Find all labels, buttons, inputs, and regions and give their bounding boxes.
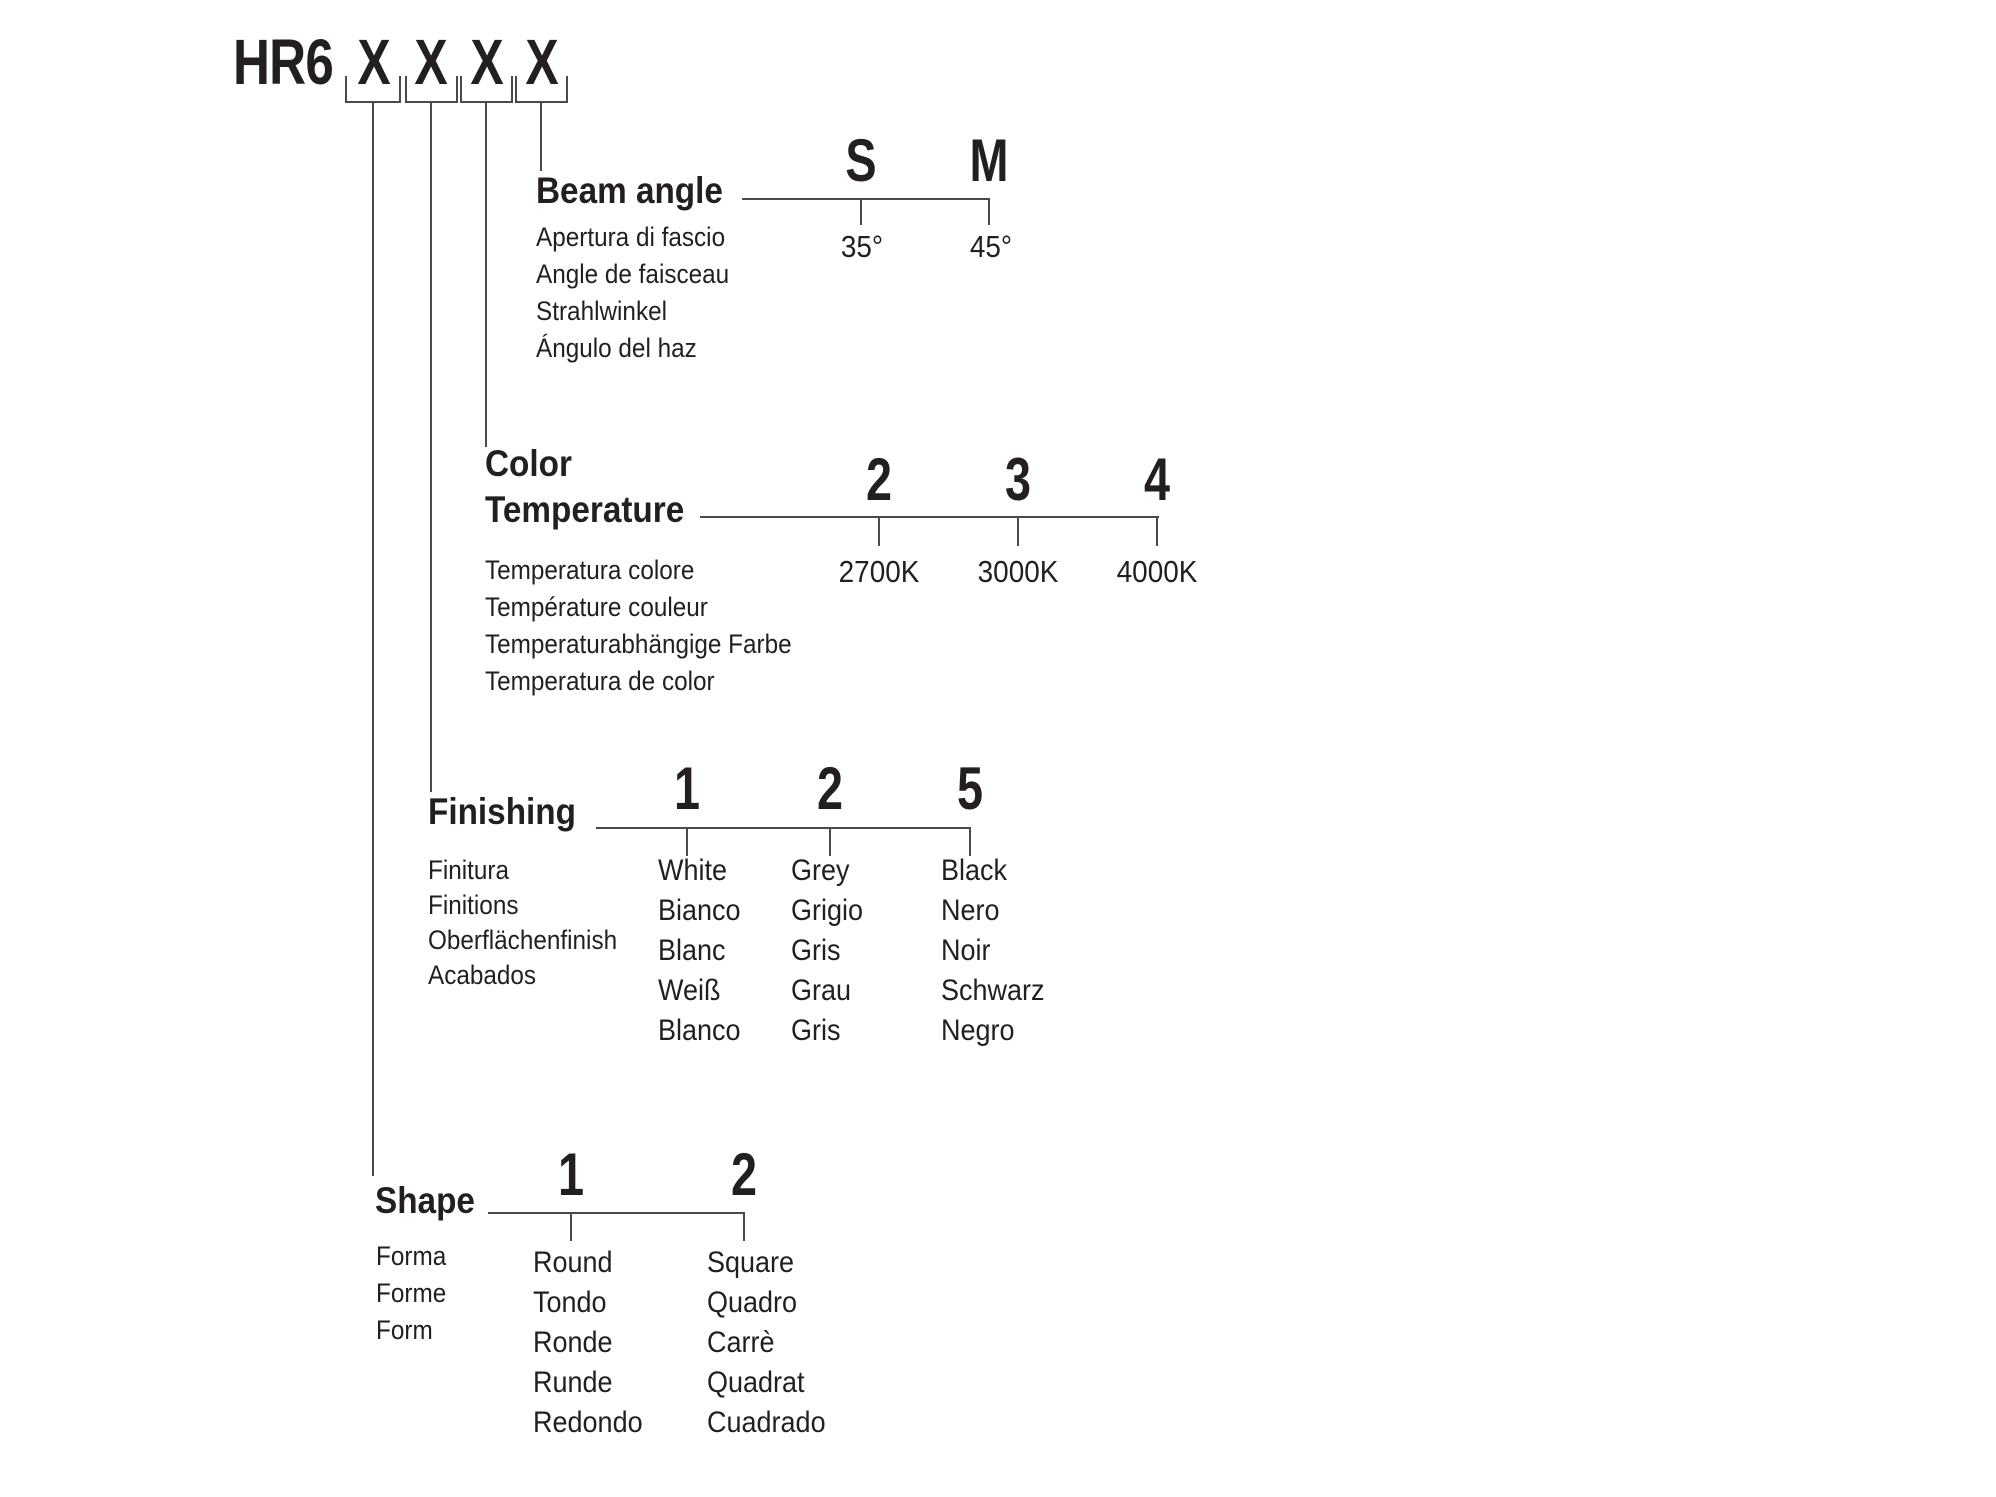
- translation-line: Angle de faisceau: [536, 259, 730, 289]
- color-temperature-tick-4: [1156, 516, 1158, 546]
- option-value-line: Ronde: [533, 1326, 613, 1359]
- translation-line: Temperatura de color: [485, 666, 715, 696]
- translation-line: Température couleur: [485, 592, 708, 622]
- digit-bracket-4: [515, 76, 568, 103]
- color-temperature-code-3: 3: [1004, 446, 1032, 513]
- connector-line-shape: [372, 101, 374, 1176]
- color-temperature-tick-2: [878, 516, 880, 546]
- color-temperature-code-2: 2: [865, 446, 893, 513]
- shape-tick-2: [743, 1212, 745, 1241]
- color-temperature-value-4: 4000K: [1116, 554, 1198, 589]
- digit-bracket-3: [460, 76, 513, 103]
- connector-line-color-temperature: [485, 101, 487, 447]
- finishing-values-white: [658, 851, 741, 1051]
- title-line: Color: [485, 443, 572, 484]
- finishing-code-1: 1: [673, 755, 701, 822]
- option-value-line: White: [658, 854, 728, 887]
- color-temperature-value-2: 2700K: [838, 554, 920, 589]
- option-value-line: Blanc: [658, 934, 726, 967]
- beam-angle-code-s: S: [845, 127, 877, 194]
- color-temperature-code-4: 4: [1143, 446, 1171, 513]
- beam-angle-tick-m: [988, 198, 990, 225]
- translation-line: Apertura di fascio: [536, 222, 726, 252]
- color-temperature-rule: [700, 516, 1159, 518]
- option-value-line: Cuadrado: [707, 1406, 826, 1439]
- option-value-line: Redondo: [533, 1406, 643, 1439]
- translation-line: Acabados: [428, 960, 537, 990]
- finishing-values-grey: [791, 851, 863, 1051]
- option-value-line: Grigio: [791, 894, 864, 927]
- finishing-rule: [596, 827, 971, 829]
- beam-angle-value-s: 35°: [840, 229, 884, 264]
- option-value-line: Weiß: [658, 974, 721, 1007]
- section-title-finishing: Finishing: [428, 791, 576, 832]
- title-line: Temperature: [485, 489, 685, 530]
- color-temperature-tick-3: [1017, 516, 1019, 546]
- shape-values-square: [707, 1243, 826, 1443]
- option-value-line: Schwarz: [941, 974, 1045, 1007]
- translation-line: Strahlwinkel: [536, 296, 668, 326]
- beam-angle-tick-s: [860, 198, 862, 225]
- option-value-line: Carrè: [707, 1326, 775, 1359]
- option-value-line: Gris: [791, 934, 841, 967]
- beam-angle-code-m: M: [969, 127, 1009, 194]
- option-value-line: Grau: [791, 974, 852, 1007]
- finishing-code-5: 5: [956, 755, 984, 822]
- option-value-line: Grey: [791, 854, 850, 887]
- beam-angle-rule: [742, 198, 990, 200]
- color-temperature-translations: [485, 552, 792, 700]
- product-code-digit-4: X: [525, 26, 559, 98]
- translation-line: Form: [376, 1315, 433, 1345]
- option-value-line: Black: [941, 854, 1008, 887]
- option-value-line: Bianco: [658, 894, 741, 927]
- translation-line: Temperatura colore: [485, 555, 695, 585]
- option-value-line: Quadro: [707, 1286, 798, 1319]
- digit-bracket-1: [345, 76, 401, 103]
- color-temperature-value-3: 3000K: [977, 554, 1059, 589]
- finishing-values-black: [941, 851, 1045, 1051]
- translation-line: Finitura: [428, 855, 510, 885]
- option-value-line: Noir: [941, 934, 991, 967]
- option-value-line: Nero: [941, 894, 1000, 927]
- digit-bracket-2: [405, 76, 458, 103]
- shape-values-round: [533, 1243, 643, 1443]
- section-title-shape: Shape: [375, 1180, 475, 1221]
- translation-line: Finitions: [428, 890, 519, 920]
- shape-tick-1: [570, 1212, 572, 1241]
- shape-translations: [376, 1238, 446, 1349]
- product-code-digit-1: X: [357, 26, 391, 98]
- section-title-beam-angle: Beam angle: [536, 170, 723, 211]
- section-title-color-temperature: [485, 441, 684, 533]
- translation-line: Oberflächenfinish: [428, 925, 618, 955]
- shape-rule: [488, 1212, 745, 1214]
- shape-code-1: 1: [557, 1141, 585, 1208]
- option-value-line: Round: [533, 1246, 613, 1279]
- option-value-line: Blanco: [658, 1014, 741, 1047]
- beam-angle-translations: [536, 219, 729, 367]
- product-code-digit-3: X: [470, 26, 504, 98]
- product-code-digit-2: X: [414, 26, 448, 98]
- shape-code-2: 2: [730, 1141, 758, 1208]
- translation-line: Forma: [376, 1241, 447, 1271]
- option-value-line: Square: [707, 1246, 795, 1279]
- translation-line: Ángulo del haz: [536, 333, 697, 363]
- beam-angle-value-m: 45°: [969, 229, 1013, 264]
- finishing-code-2: 2: [816, 755, 844, 822]
- option-value-line: Tondo: [533, 1286, 607, 1319]
- option-value-line: Negro: [941, 1014, 1015, 1047]
- translation-line: Forme: [376, 1278, 447, 1308]
- connector-line-finishing: [430, 101, 432, 792]
- option-value-line: Gris: [791, 1014, 841, 1047]
- translation-line: Temperaturabhängige Farbe: [485, 629, 792, 659]
- connector-line-beam-angle: [540, 101, 542, 171]
- option-value-line: Quadrat: [707, 1366, 805, 1399]
- product-code-prefix: HR6: [233, 26, 334, 98]
- finishing-translations: [428, 853, 617, 993]
- option-value-line: Runde: [533, 1366, 613, 1399]
